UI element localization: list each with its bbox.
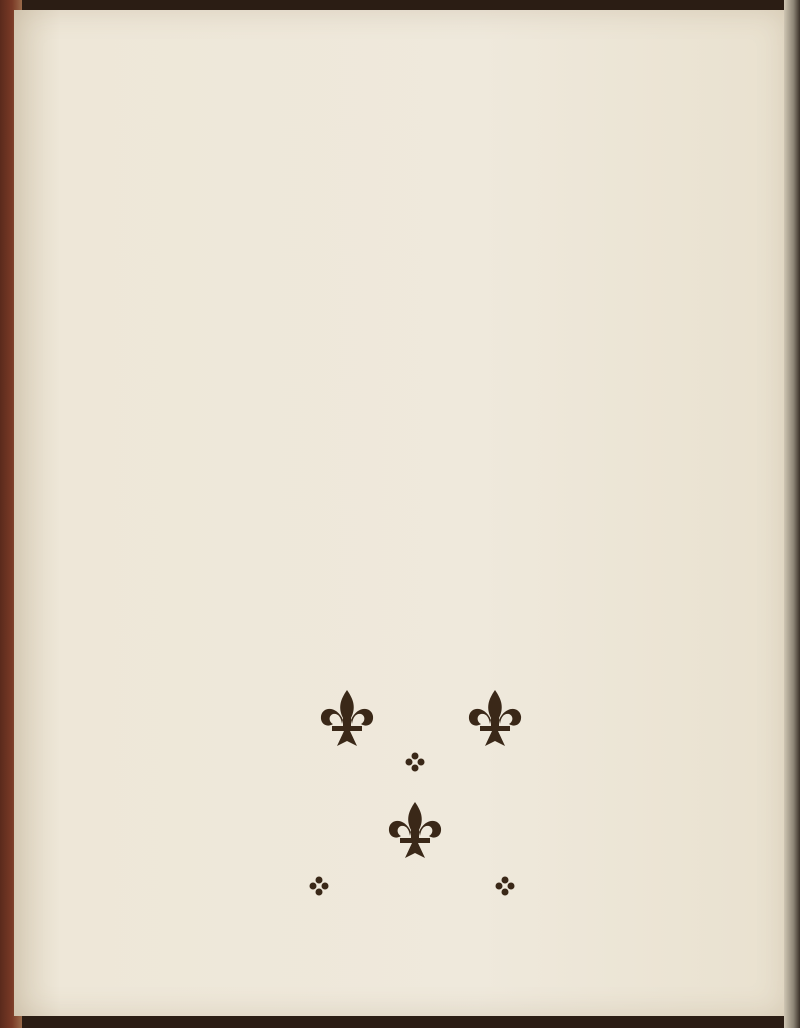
page-edge: [784, 0, 800, 1028]
fleur-de-lis-icon: [469, 690, 521, 746]
rosette-icon: [310, 877, 329, 896]
rosette-icon: [406, 753, 425, 772]
ornaments: [14, 10, 786, 1016]
rosette-icon: [496, 877, 515, 896]
manuscript-page: [14, 10, 786, 1016]
fleur-de-lis-icon: [389, 802, 441, 858]
fleur-de-lis-icon: [321, 690, 373, 746]
